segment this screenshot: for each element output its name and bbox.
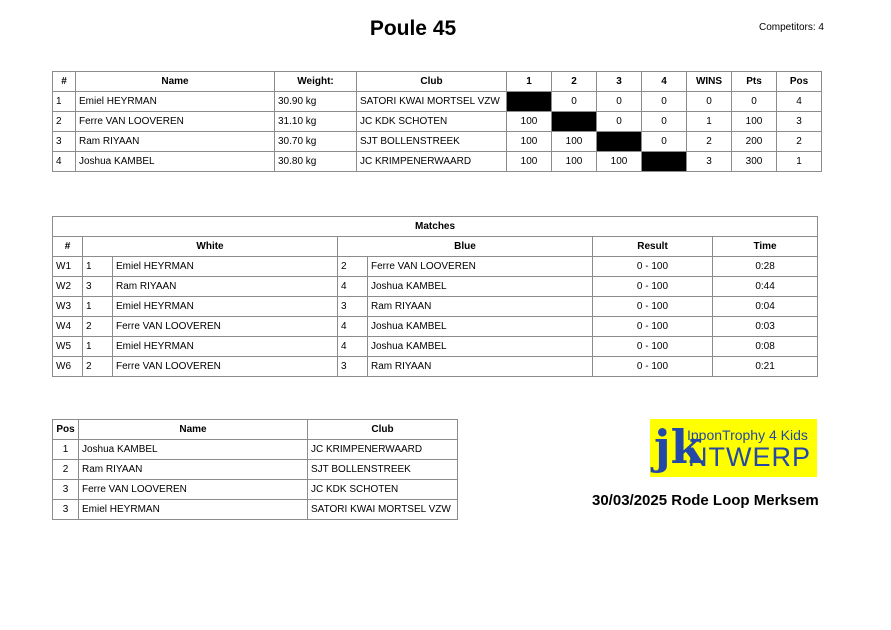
competitor-weight: 30.80 kg: [275, 152, 357, 172]
position-cell: 2: [777, 132, 822, 152]
logo-mark: jk: [654, 420, 703, 474]
points-cell: 100: [732, 112, 777, 132]
col-header: Name: [76, 72, 275, 92]
col-header: Club: [357, 72, 507, 92]
white-name: Emiel HEYRMAN: [113, 257, 338, 277]
col-header: 1: [507, 72, 552, 92]
matches-header-row: [53, 237, 818, 257]
col-header: White: [83, 237, 338, 257]
score-cell: 100: [507, 132, 552, 152]
rank-position: 1: [53, 440, 79, 460]
score-cell: 0: [642, 132, 687, 152]
competitor-club: SJT BOLLENSTREEK: [357, 132, 507, 152]
competitor-name: Ram RIYAAN: [76, 132, 275, 152]
rank-position: 3: [53, 480, 79, 500]
rank-club: JC KDK SCHOTEN: [308, 480, 458, 500]
table-row: [53, 500, 458, 520]
col-header: 4: [642, 72, 687, 92]
page-title: Poule 45: [369, 17, 457, 40]
position-cell: 1: [777, 152, 822, 172]
self-cell: [642, 152, 687, 172]
table-row: [53, 317, 818, 337]
rank-club: JC KRIMPENERWAARD: [308, 440, 458, 460]
rank-name: Emiel HEYRMAN: [79, 500, 308, 520]
competitor-name: Ferre VAN LOOVEREN: [76, 112, 275, 132]
table-row: [53, 440, 458, 460]
position-cell: 3: [777, 112, 822, 132]
score-cell: 100: [507, 152, 552, 172]
competitor-name: Joshua KAMBEL: [76, 152, 275, 172]
col-header: Blue: [338, 237, 593, 257]
match-time: 0:21: [713, 357, 818, 377]
match-id: W5: [53, 337, 83, 357]
col-header: Pos: [777, 72, 822, 92]
wins-cell: 0: [687, 92, 732, 112]
blue-number: 3: [338, 357, 368, 377]
matches-caption: Matches: [53, 217, 818, 237]
blue-number: 4: [338, 317, 368, 337]
white-name: Emiel HEYRMAN: [113, 297, 338, 317]
match-time: 0:44: [713, 277, 818, 297]
score-cell: 100: [552, 132, 597, 152]
competitor-name: Emiel HEYRMAN: [76, 92, 275, 112]
white-number: 1: [83, 257, 113, 277]
blue-name: Ferre VAN LOOVEREN: [368, 257, 593, 277]
rank-name: Ferre VAN LOOVEREN: [79, 480, 308, 500]
blue-name: Ram RIYAAN: [368, 297, 593, 317]
event-date-location: 30/03/2025 Rode Loop Merksem: [592, 492, 819, 509]
match-id: W4: [53, 317, 83, 337]
wins-cell: 3: [687, 152, 732, 172]
logo-line-2: NTWERP: [688, 442, 811, 472]
col-header: Weight:: [275, 72, 357, 92]
self-cell: [507, 92, 552, 112]
match-result: 0 - 100: [593, 257, 713, 277]
table-row: [53, 92, 822, 112]
score-cell: 0: [597, 112, 642, 132]
white-name: Ram RIYAAN: [113, 277, 338, 297]
blue-number: 2: [338, 257, 368, 277]
col-header: Pts: [732, 72, 777, 92]
competitor-club: JC KDK SCHOTEN: [357, 112, 507, 132]
col-header: WINS: [687, 72, 732, 92]
table-row: [53, 357, 818, 377]
table-row: [53, 257, 818, 277]
match-result: 0 - 100: [593, 297, 713, 317]
score-cell: 100: [507, 112, 552, 132]
match-time: 0:04: [713, 297, 818, 317]
table-row: [53, 112, 822, 132]
ranking-header-row: [53, 420, 458, 440]
white-name: Ferre VAN LOOVEREN: [113, 357, 338, 377]
points-cell: 300: [732, 152, 777, 172]
col-header: Result: [593, 237, 713, 257]
match-id: W1: [53, 257, 83, 277]
poule-header-row: [53, 72, 822, 92]
ranking-table: [52, 419, 458, 520]
competitor-club: JC KRIMPENERWAARD: [357, 152, 507, 172]
score-cell: 100: [597, 152, 642, 172]
competitor-number: 3: [53, 132, 76, 152]
competitors-count: Competitors: 4: [758, 22, 824, 33]
col-header: Club: [308, 420, 458, 440]
matches-table: [52, 216, 818, 377]
rank-name: Ram RIYAAN: [79, 460, 308, 480]
table-row: [53, 277, 818, 297]
match-result: 0 - 100: [593, 317, 713, 337]
match-result: 0 - 100: [593, 357, 713, 377]
match-result: 0 - 100: [593, 337, 713, 357]
table-row: [53, 132, 822, 152]
col-header: Name: [79, 420, 308, 440]
rank-position: 2: [53, 460, 79, 480]
table-row: [53, 460, 458, 480]
match-id: W2: [53, 277, 83, 297]
competitor-weight: 31.10 kg: [275, 112, 357, 132]
points-cell: 200: [732, 132, 777, 152]
poule-table: [52, 71, 822, 172]
rank-club: SATORI KWAI MORTSEL VZW: [308, 500, 458, 520]
position-cell: 4: [777, 92, 822, 112]
score-cell: 100: [552, 152, 597, 172]
competitor-number: 1: [53, 92, 76, 112]
table-row: [53, 152, 822, 172]
match-time: 0:03: [713, 317, 818, 337]
col-header: Time: [713, 237, 818, 257]
col-header: Pos: [53, 420, 79, 440]
white-number: 3: [83, 277, 113, 297]
match-time: 0:28: [713, 257, 818, 277]
white-number: 2: [83, 317, 113, 337]
match-time: 0:08: [713, 337, 818, 357]
white-name: Ferre VAN LOOVEREN: [113, 317, 338, 337]
logo-line-1: IpponTrophy 4 Kids: [687, 427, 808, 443]
matches-caption-row: [53, 217, 818, 237]
col-header: #: [53, 237, 83, 257]
score-cell: 0: [552, 92, 597, 112]
tournament-logo: [650, 419, 817, 477]
self-cell: [597, 132, 642, 152]
score-cell: 0: [597, 92, 642, 112]
blue-number: 3: [338, 297, 368, 317]
wins-cell: 2: [687, 132, 732, 152]
blue-number: 4: [338, 277, 368, 297]
competitor-number: 2: [53, 112, 76, 132]
blue-name: Joshua KAMBEL: [368, 337, 593, 357]
blue-name: Ram RIYAAN: [368, 357, 593, 377]
rank-club: SJT BOLLENSTREEK: [308, 460, 458, 480]
score-cell: 0: [642, 92, 687, 112]
blue-name: Joshua KAMBEL: [368, 277, 593, 297]
white-name: Emiel HEYRMAN: [113, 337, 338, 357]
blue-name: Joshua KAMBEL: [368, 317, 593, 337]
blue-number: 4: [338, 337, 368, 357]
col-header: #: [53, 72, 76, 92]
white-number: 2: [83, 357, 113, 377]
self-cell: [552, 112, 597, 132]
white-number: 1: [83, 297, 113, 317]
match-id: W6: [53, 357, 83, 377]
competitor-number: 4: [53, 152, 76, 172]
competitor-club: SATORI KWAI MORTSEL VZW: [357, 92, 507, 112]
rank-name: Joshua KAMBEL: [79, 440, 308, 460]
wins-cell: 1: [687, 112, 732, 132]
col-header: 3: [597, 72, 642, 92]
score-cell: 0: [642, 112, 687, 132]
table-row: [53, 297, 818, 317]
points-cell: 0: [732, 92, 777, 112]
col-header: 2: [552, 72, 597, 92]
white-number: 1: [83, 337, 113, 357]
table-row: [53, 337, 818, 357]
rank-position: 3: [53, 500, 79, 520]
competitor-weight: 30.90 kg: [275, 92, 357, 112]
table-row: [53, 480, 458, 500]
match-id: W3: [53, 297, 83, 317]
match-result: 0 - 100: [593, 277, 713, 297]
competitor-weight: 30.70 kg: [275, 132, 357, 152]
